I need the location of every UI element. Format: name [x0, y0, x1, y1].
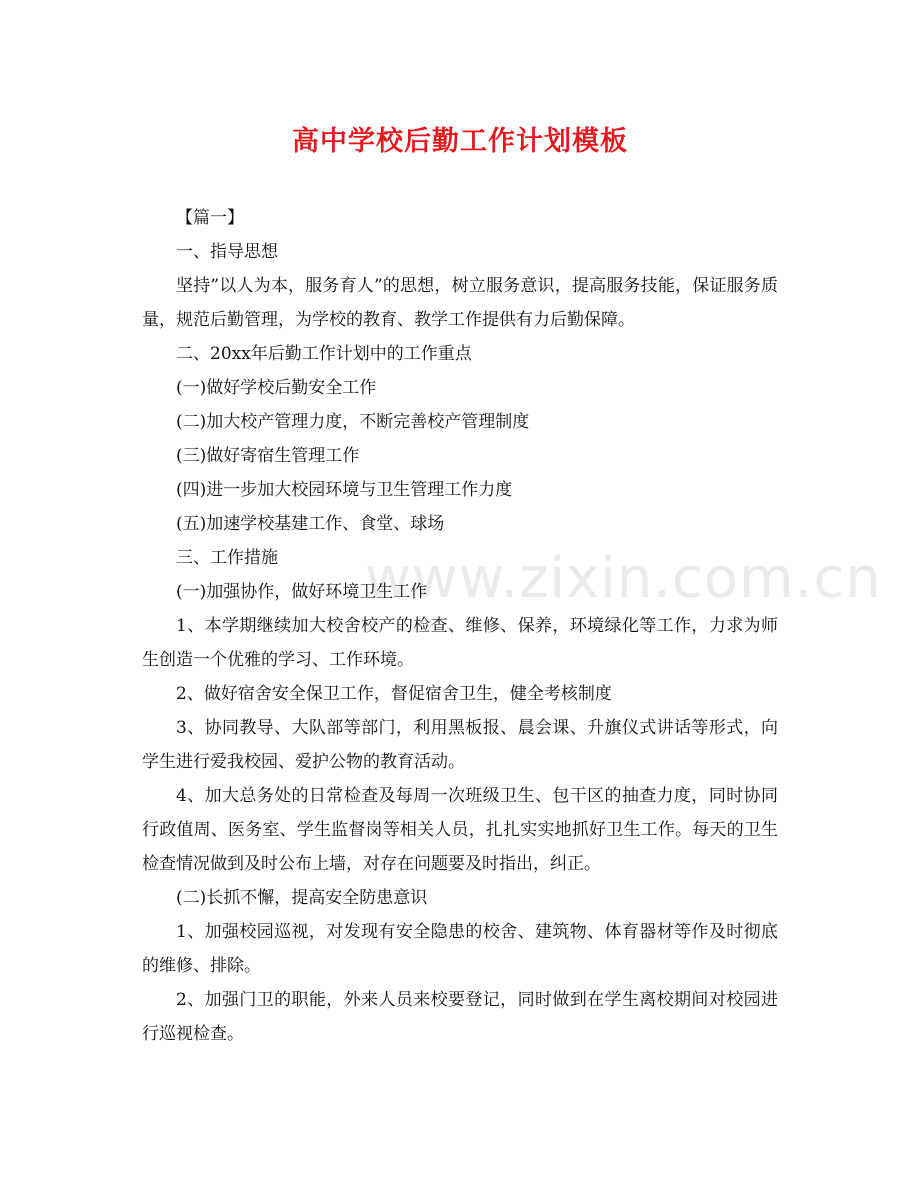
paragraph: 4、加大总务处的日常检查及每周一次班级卫生、包干区的抽查力度，同时协同行政值周、医务室、学生监督岗等相关人员，扎扎实实地抓好卫生工作。每天的卫生检查情况做到及时公布上墙，对存在问题要及时指出，纠正。 [142, 786, 778, 874]
heading-guiding-thought: 一、指导思想 [176, 242, 278, 262]
document-title: 高中学校后勤工作计划模板 [292, 126, 628, 157]
document-body [142, 201, 778, 1051]
paragraph: 坚持”以人为本，服务育人”的思想，树立服务意识，提高服务技能，保证服务质量，规范后勤管理，为学校的教育、教学工作提供有力后勤保障。 [142, 276, 778, 330]
subheading: (一)加强协作，做好环境卫生工作 [176, 582, 428, 602]
subheading: (二)长抓不懈，提高安全防患意识 [176, 888, 428, 908]
paragraph: 3、协同教导、大队部等部门，利用黑板报、晨会课、升旗仪式讲话等形式，向学生进行爱我校园、爱护公物的教育活动。 [142, 718, 778, 772]
list-item: (一)做好学校后勤安全工作 [176, 378, 377, 398]
section-label: 【篇一】 [176, 208, 244, 228]
heading-work-measures: 三、工作措施 [176, 548, 278, 568]
paragraph: 1、本学期继续加大校舍校产的检查、维修、保养，环境绿化等工作，力求为师生创造一个优雅的学习、工作环境。 [142, 616, 778, 670]
paragraph: 2、加强门卫的职能，外来人员来校要登记，同时做到在学生离校期间对校园进行巡视检查。 [142, 990, 778, 1044]
watermark: www.zixin.com.cn [365, 546, 882, 611]
list-item: (二)加大校产管理力度，不断完善校产管理制度 [176, 412, 530, 432]
list-item: (四)进一步加大校园环境与卫生管理工作力度 [176, 480, 513, 500]
paragraph: 2、做好宿舍安全保卫工作，督促宿舍卫生，健全考核制度 [176, 684, 612, 704]
list-item: (五)加速学校基建工作、食堂、球场 [176, 514, 445, 534]
list-item: (三)做好寄宿生管理工作 [176, 446, 360, 466]
paragraph: 1、加强校园巡视，对发现有安全隐患的校舍、建筑物、体育器材等作及时彻底的维修、排除。 [142, 922, 778, 976]
heading-work-focus: 二、20xx年后勤工作计划中的工作重点 [176, 344, 472, 364]
